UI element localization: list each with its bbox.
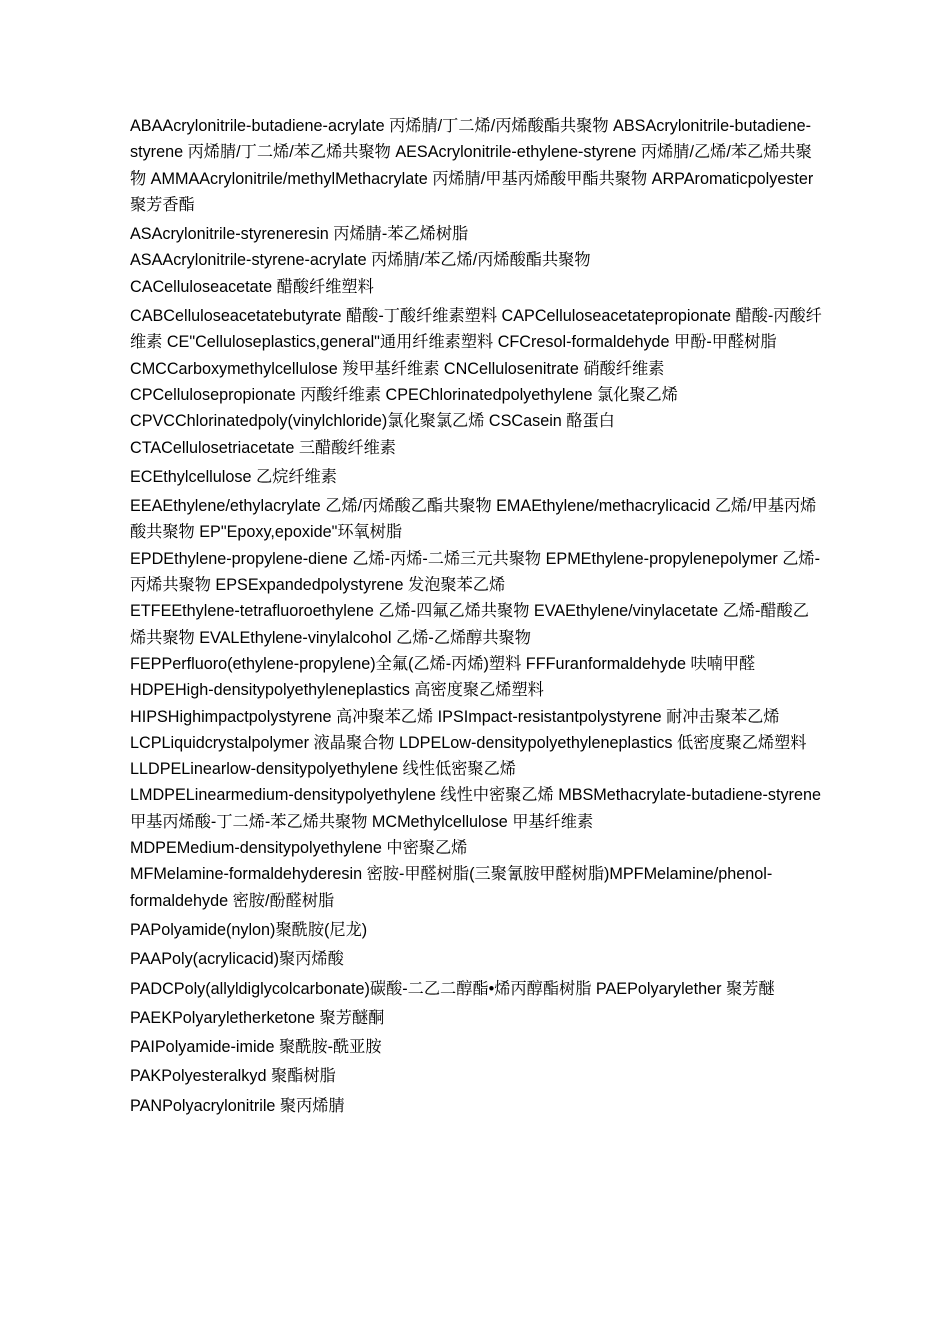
paragraph-pak: PAKPolyesteralkyd 聚酯树脂: [130, 1067, 336, 1086]
paragraph-epd-eps: EPDEthylene-propylene-diene 乙烯-丙烯-二烯三元共聚物 EPMEthylene-propylenepolymer 乙烯-丙烯共聚物 EPSExpandedpolystyrene 发泡聚苯乙烯: [130, 549, 820, 595]
paragraph-ca: CACelluloseacetate 醋酸纤维塑料: [130, 277, 374, 296]
paragraph-aba-arp: ABAAcrylonitrile-butadiene-acrylate 丙烯腈/丁二烯/丙烯酸酯共聚物 ABSAcrylonitrile-butadiene-styrene 丙烯腈/丁二烯/苯乙烯共聚物 AESAcrylonitrile-ethylene-styrene 丙烯腈/乙烯/苯乙烯共聚物 AMMAAcrylonitrile/methylMethacrylate 丙烯腈/甲基丙烯酸甲酯共聚物 ARPAromaticpolyester 聚芳香酯: [130, 117, 814, 214]
paragraph-as: ASAcrylonitrile-styreneresin 丙烯腈-苯乙烯树脂: [130, 225, 469, 244]
paragraph-etfe-eval: ETFEEthylene-tetrafluoroethylene 乙烯-四氟乙烯共聚物 EVAEthylene/vinylacetate 乙烯-醋酸乙烯共聚物 EVALEthylene-vinylalcohol 乙烯-乙烯醇共聚物: [130, 602, 809, 647]
paragraph-mf-mpf: MFMelamine-formaldehyderesin 密胺-甲醛树脂(三聚氰胺甲醛树脂)MPFMelamine/phenol-formaldehyde 密胺/酚醛树脂: [130, 865, 773, 910]
paragraph-lmdpe-mc: LMDPELinearmedium-densitypolyethylene 线性中密聚乙烯 MBSMethacrylate-butadiene-styrene 甲基丙烯酸-丁二烯-苯乙烯共聚物 MCMethylcellulose 甲基纤维素: [130, 786, 821, 831]
paragraph-paa: PAAPoly(acrylicacid)聚丙烯酸: [130, 950, 344, 969]
paragraph-eea-ep: EEAEthylene/ethylacrylate 乙烯/丙烯酸乙酯共聚物 EMAEthylene/methacrylicacid 乙烯/甲基丙烯酸共聚物 EP"Epoxy,epoxide"环氧树脂: [130, 497, 817, 542]
paragraph-pa: PAPolyamide(nylon)聚酰胺(尼龙): [130, 920, 368, 939]
paragraph-fep-ff: FEPPerfluoro(ethylene-propylene)全氟(乙烯-丙烯)塑料 FFFuranformaldehyde 呋喃甲醛: [130, 654, 756, 673]
paragraph-cab-cs: CABCelluloseacetatebutyrate 醋酸-丁酸纤维素塑料 CAPCelluloseacetatepropionate 醋酸-丙酸纤维素 CE"Celluloseplastics,general"通用纤维素塑料 CFCresol-formaldehyde 甲酚-甲醛树脂 CMCCarboxymethylcellulose 羧甲基纤维素 CNCellulosenitrate 硝酸纤维素 CPCellulosepropionate 丙酸纤维素 CPEChlorinatedpolyethylene 氯化聚乙烯 CPVCChlorinatedpoly(vinylchloride)氯化聚氯乙烯 CSCasein 酪蛋白: [130, 307, 822, 431]
paragraph-asa: ASAAcrylonitrile-styrene-acrylate 丙烯腈/苯乙烯/丙烯酸酯共聚物: [130, 251, 591, 270]
paragraph-hips-ips: HIPSHighimpactpolystyrene 高冲聚苯乙烯 IPSImpact-resistantpolystyrene 耐冲击聚苯乙烯: [130, 707, 780, 726]
paragraph-pan: PANPolyacrylonitrile 聚丙烯腈: [130, 1096, 345, 1115]
paragraph-paek: PAEKPolyaryletherketone 聚芳醚酮: [130, 1008, 385, 1027]
paragraph-cta: CTACellulosetriacetate 三醋酸纤维素: [130, 438, 396, 457]
paragraph-ec: ECEthylcellulose 乙烷纤维素: [130, 467, 337, 486]
document-body: [130, 113, 822, 1119]
paragraph-mdpe: MDPEMedium-densitypolyethylene 中密聚乙烯: [130, 839, 468, 858]
paragraph-hdpe: HDPEHigh-densitypolyethyleneplastics 高密度聚乙烯塑料: [130, 681, 544, 700]
paragraph-padc-pae: PADCPoly(allyldiglycolcarbonate)碳酸-二乙二醇酯•烯丙醇酯树脂 PAEPolyarylether 聚芳醚: [130, 979, 775, 998]
paragraph-pai: PAIPolyamide-imide 聚酰胺-酰亚胺: [130, 1038, 382, 1057]
paragraph-lcp-lldpe: LCPLiquidcrystalpolymer 液晶聚合物 LDPELow-densitypolyethyleneplastics 低密度聚乙烯塑料 LLDPELinearlow-densitypolyethylene 线性低密聚乙烯: [130, 733, 807, 779]
